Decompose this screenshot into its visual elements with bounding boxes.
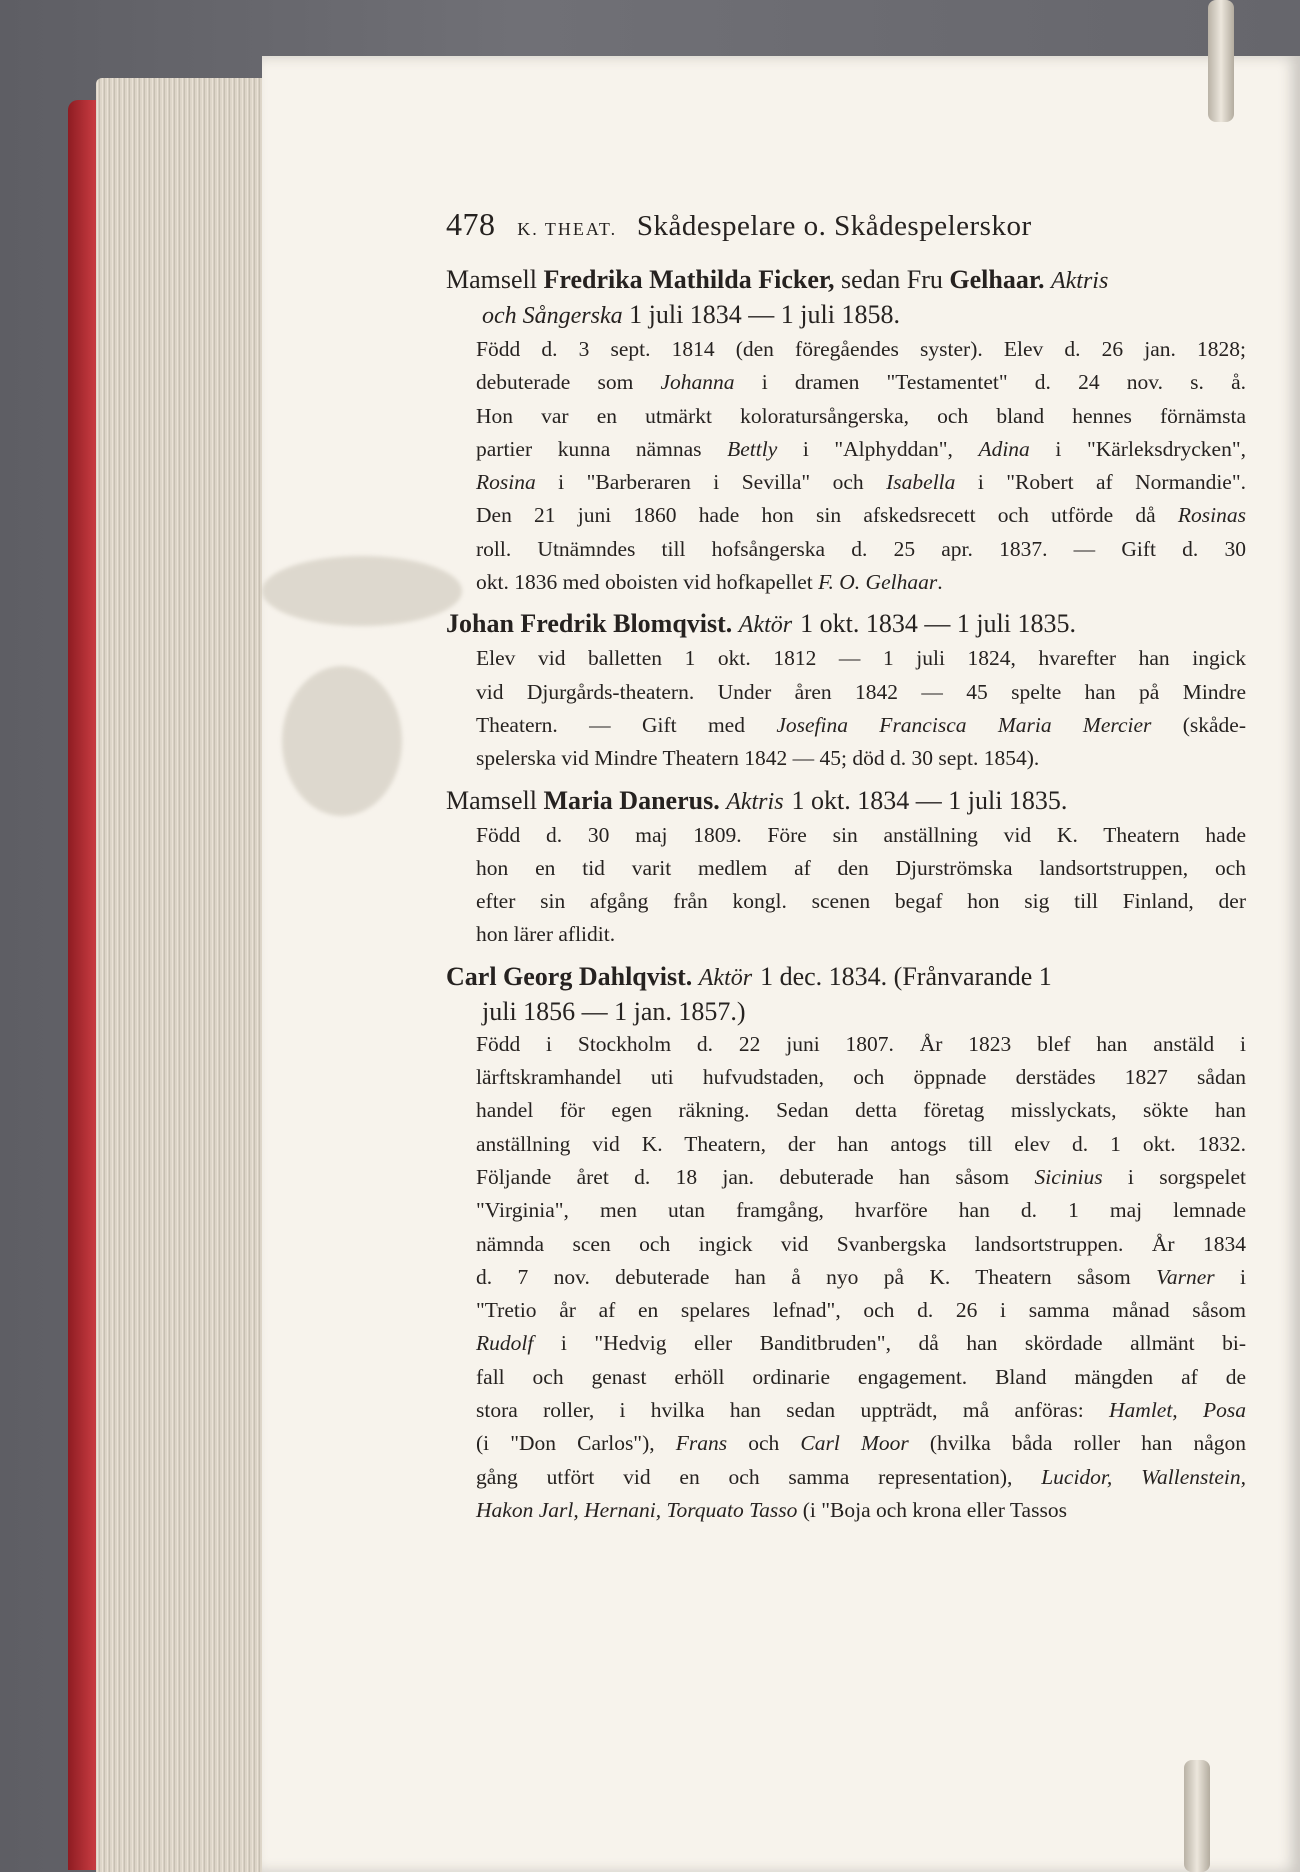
biography-line xyxy=(476,1261,1246,1294)
biography-line xyxy=(476,885,1246,918)
italic-text: Rosinas xyxy=(1177,503,1246,528)
biography-line xyxy=(476,533,1246,566)
bookmark-ribbon xyxy=(1208,0,1234,122)
text-segment: vid Djurgårds-theatern. Under åren 1842 — 45 spelte han på Mindre xyxy=(476,679,1246,704)
entry-prefix: Mamsell xyxy=(446,785,537,815)
text-segment: d. 7 nov. debuterade han å nyo på K. Theatern såsom xyxy=(476,1264,1157,1289)
entry-role: Aktris xyxy=(1050,268,1109,294)
biography-line xyxy=(476,400,1246,433)
text-segment: i "Robert af Normandie". xyxy=(955,470,1247,495)
biography-line xyxy=(476,499,1246,532)
biography-line xyxy=(476,1427,1246,1460)
biography-line xyxy=(476,1194,1246,1227)
italic-text: Sicinius xyxy=(1034,1164,1103,1189)
entry-prefix: Mamsell xyxy=(446,265,537,294)
entry-role: Aktör xyxy=(738,612,793,639)
text-segment: nämnda scen och ingick vid Svanbergska landsortstruppen. År 1834 xyxy=(476,1231,1246,1256)
page-stain xyxy=(262,556,462,626)
italic-text: Rosina xyxy=(476,470,536,495)
page-number: 478 xyxy=(446,206,496,242)
biography-line xyxy=(476,1494,1246,1527)
page-edges xyxy=(96,78,272,1872)
biography-line xyxy=(476,1094,1246,1127)
text-segment: anställning vid K. Theatern, der han antogs till elev d. 1 okt. 1832. xyxy=(476,1131,1246,1156)
biography-line xyxy=(476,852,1246,885)
text-segment: debuterade som xyxy=(476,370,661,395)
biography-line xyxy=(476,1294,1246,1327)
text-segment: hon en tid varit medlem af den Djurströmska landsortstruppen, och xyxy=(476,855,1246,880)
entry-heading xyxy=(446,960,1246,1028)
text-segment: stora roller, i hvilka han sedan uppträdt, må anföras: xyxy=(476,1398,1110,1423)
biography-line xyxy=(476,709,1246,742)
text-segment: roll. Utnämndes till hofsångerska d. 25 apr. 1837. — Gift d. 30 xyxy=(476,536,1246,561)
text-segment: i "Kärleksdrycken", xyxy=(1029,436,1246,461)
page-stain xyxy=(282,666,402,816)
italic-text: Hamlet, Posa xyxy=(1109,1398,1247,1423)
biography-line xyxy=(476,918,1246,951)
biography-line xyxy=(476,676,1246,709)
entry-biography xyxy=(446,819,1246,952)
text-segment: Följande året d. 18 jan. debuterade han såsom xyxy=(476,1164,1035,1189)
italic-text: Rudolf xyxy=(476,1331,534,1356)
entry-dates: 1 juli 1834 — 1 juli 1858. xyxy=(629,300,900,329)
biography-line xyxy=(476,466,1246,499)
text-segment: Född d. 3 sept. 1814 (den föregåendes syster). Elev d. 26 jan. 1828; xyxy=(476,337,1246,361)
biography-line xyxy=(476,819,1246,852)
text-segment: partier kunna nämnas xyxy=(476,436,728,461)
entry-name: Maria Danerus. xyxy=(543,785,720,815)
biography-line xyxy=(476,1461,1246,1494)
text-segment: spelerska vid Mindre Theatern 1842 — 45; död d. 30 sept. 1854). xyxy=(476,746,1040,771)
text-segment: (skåde- xyxy=(1151,712,1246,737)
italic-text: Hakon Jarl, Hernani, Torquato Tasso xyxy=(476,1497,798,1522)
biography-line xyxy=(476,1061,1246,1094)
text-segment: Född d. 30 maj 1809. Före sin anställning vid K. Theatern hade xyxy=(476,822,1246,847)
entries-list xyxy=(446,263,1246,1527)
biography-line xyxy=(476,1228,1246,1261)
text-segment: . xyxy=(937,570,943,595)
entry-heading xyxy=(446,784,1246,819)
section-title: Skådespelare o. Skådespelerskor xyxy=(636,210,1032,242)
text-segment: efter sin afgång från kongl. scenen begaf hon sig till Finland, der xyxy=(476,889,1246,914)
biography-line xyxy=(476,1128,1246,1161)
biography-line xyxy=(476,1161,1246,1194)
entry-biography xyxy=(446,333,1246,599)
text-segment: i "Hedvig eller Banditbruden", då han skördade allmänt bi- xyxy=(533,1331,1246,1356)
biography-line xyxy=(476,333,1246,366)
entry-dates: 1 dec. 1834. (Frånvarande 1 xyxy=(760,961,1052,991)
text-segment: gång utfört vid en och samma representation), xyxy=(476,1464,1042,1489)
text-segment: Elev vid balletten 1 okt. 1812 — 1 juli 1824, hvarefter han ingick xyxy=(476,646,1246,671)
italic-text: Frans xyxy=(675,1431,728,1456)
text-segment: Född i Stockholm d. 22 juni 1807. År 1823 blef han anstäld i xyxy=(476,1031,1246,1056)
entry-role: Aktör xyxy=(698,964,753,991)
entry-dates-continued: juli 1856 — 1 jan. 1857.) xyxy=(482,996,746,1026)
page-text xyxy=(446,206,1246,1535)
entry-biography xyxy=(446,1028,1246,1527)
text-segment: hon lärer aflidit. xyxy=(476,922,616,947)
entry-married-name: Gelhaar. xyxy=(949,265,1045,294)
text-segment: Den 21 juni 1860 hade hon sin afskedsrecett och utförde då xyxy=(476,503,1178,528)
biography-line xyxy=(476,642,1246,675)
text-segment: "Tretio år af en spelares lefnad", och d. 26 i samma månad såsom xyxy=(476,1298,1246,1323)
entry-dates: 1 okt. 1834 — 1 juli 1835. xyxy=(800,609,1077,639)
biography-line xyxy=(476,1394,1246,1427)
entry xyxy=(446,607,1246,775)
entry-biography xyxy=(446,642,1246,775)
italic-text: Isabella xyxy=(886,470,956,495)
italic-text: Adina xyxy=(978,436,1030,461)
italic-text: F. O. Gelhaar xyxy=(818,570,938,595)
biography-line xyxy=(476,742,1246,775)
text-segment: (hvilka båda roller han någon xyxy=(908,1431,1246,1456)
biography-line xyxy=(476,566,1246,599)
entry-role: Aktris xyxy=(726,788,784,815)
text-segment: och xyxy=(727,1431,801,1456)
biography-line xyxy=(476,1327,1246,1360)
text-segment: i "Barberaren i Sevilla" och xyxy=(535,470,887,495)
text-segment: (i "Boja och krona eller Tassos xyxy=(797,1497,1067,1522)
text-segment: Hon var en utmärkt koloratursångerska, och bland hennes förnämsta xyxy=(476,403,1246,428)
entry xyxy=(446,263,1246,599)
section-abbrev: K. THEAT. xyxy=(517,219,618,239)
entry-heading xyxy=(446,263,1246,333)
biography-line xyxy=(476,433,1246,466)
text-segment: (i "Don Carlos"), xyxy=(476,1431,676,1456)
biography-line xyxy=(476,1361,1246,1394)
entry xyxy=(446,960,1246,1527)
text-segment: i dramen "Testamentet" d. 24 nov. s. å. xyxy=(734,370,1246,395)
text-segment: i xyxy=(1214,1264,1246,1289)
biography-line xyxy=(476,366,1246,399)
entry-name: Carl Georg Dahlqvist. xyxy=(446,961,693,991)
biography-line xyxy=(476,1028,1246,1061)
italic-text: Bettly xyxy=(727,436,778,461)
bookmark-ribbon xyxy=(1184,1760,1210,1872)
text-segment: i sorgspelet xyxy=(1102,1164,1247,1189)
running-head xyxy=(446,206,1246,243)
text-segment: lärftskramhandel uti hufvudstaden, och öppnade derstädes 1827 sådan xyxy=(476,1065,1246,1090)
entry xyxy=(446,784,1246,952)
entry-heading xyxy=(446,607,1246,642)
entry-name: Fredrika Mathilda Ficker, xyxy=(543,265,835,294)
text-segment: i "Alphyddan", xyxy=(777,436,979,461)
text-segment: "Virginia", men utan framgång, hvarföre han d. 1 maj lemnade xyxy=(476,1198,1246,1223)
italic-text: Josefina Francisca Maria Mercier xyxy=(776,712,1152,737)
text-segment: handel för egen räkning. Sedan detta företag misslyckats, sökte han xyxy=(476,1098,1246,1123)
entry-dates: 1 okt. 1834 — 1 juli 1835. xyxy=(791,785,1068,815)
entry-name-connector: sedan Fru xyxy=(841,265,943,294)
text-segment: okt. 1836 med oboisten vid hofkapellet xyxy=(476,570,819,595)
text-segment: fall och genast erhöll ordinarie engagement. Bland mängden af de xyxy=(476,1364,1246,1389)
entry-heading-continuation xyxy=(446,298,1246,333)
entry-role-continued: och Sångerska xyxy=(482,303,623,329)
entry-name: Johan Fredrik Blomqvist. xyxy=(446,609,733,639)
italic-text: Lucidor, Wallenstein, xyxy=(1041,1464,1246,1489)
italic-text: Carl Moor xyxy=(800,1431,909,1456)
italic-text: Varner xyxy=(1156,1264,1215,1289)
italic-text: Johanna xyxy=(660,370,735,395)
text-segment: Theatern. — Gift med xyxy=(476,712,777,737)
